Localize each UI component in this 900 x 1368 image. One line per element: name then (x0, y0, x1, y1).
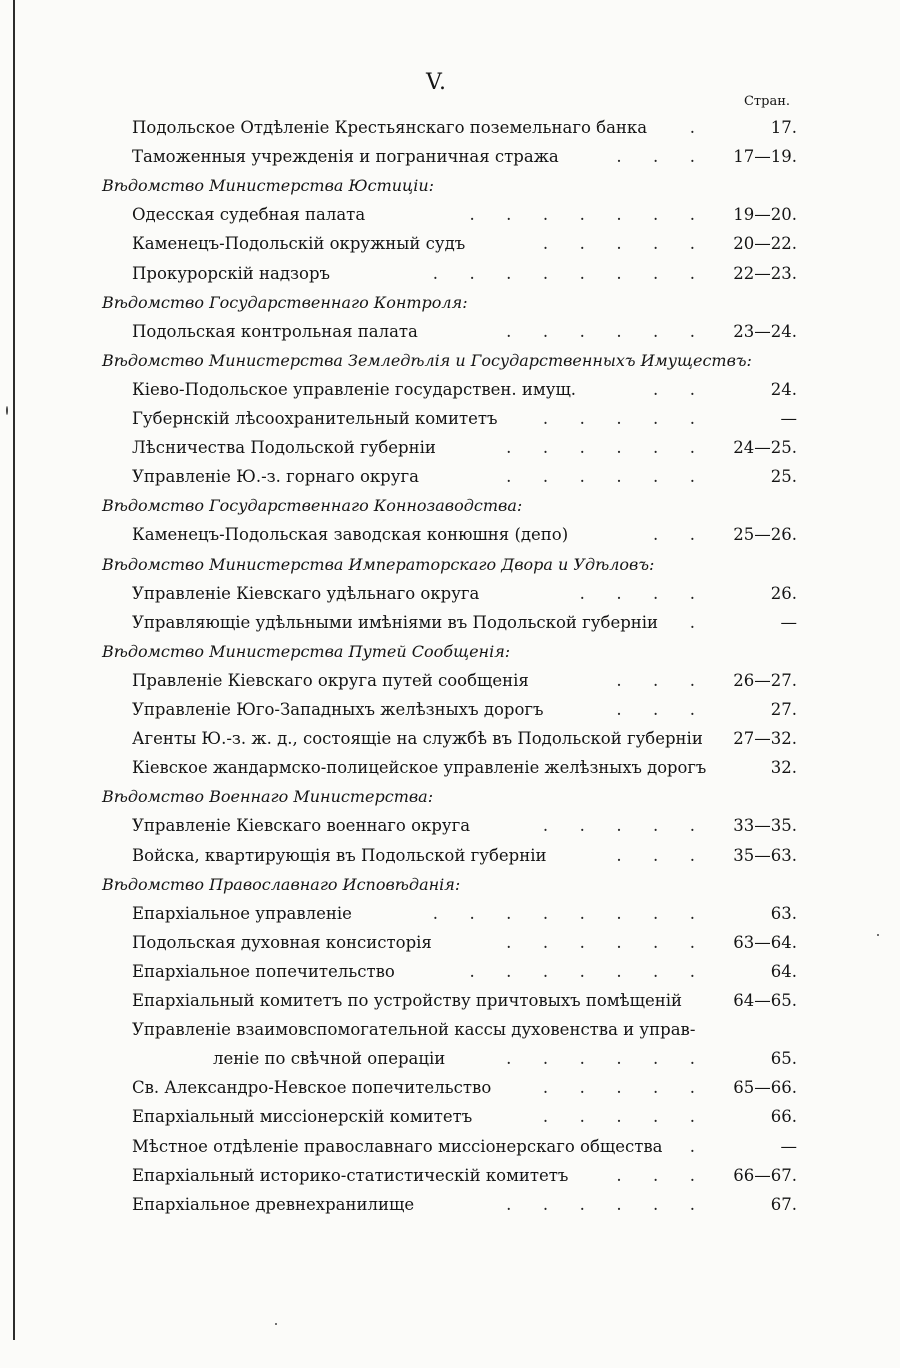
page-number: V. (426, 70, 448, 95)
toc-entry (132, 116, 800, 140)
dot-leaders: . . (653, 525, 695, 545)
entry-pages: 25—26. (733, 525, 797, 545)
entry-title: Епархіальное попечительство (132, 961, 395, 981)
toc-entry (132, 844, 800, 868)
entry-title: Лѣсничества Подольской губерніи (132, 438, 436, 458)
section-title: Вѣдомство Министерства Путей Сообщенія: (102, 641, 511, 661)
toc-section-heading (102, 494, 800, 518)
entry-pages: 64. (770, 961, 797, 981)
entry-pages: 26—27. (733, 670, 797, 690)
entry-title: Епархіальный комитетъ по устройству причтовыхъ помѣщеній (132, 991, 682, 1010)
entry-title: Агенты Ю.-з. ж. д., состоящіе на службѣ въ Подольской губерніи (132, 729, 703, 749)
dot-leaders: . . . . . (542, 816, 695, 836)
dot-leaders: . . . . (579, 583, 695, 603)
toc-entry (132, 378, 800, 402)
toc-entry (132, 698, 800, 722)
toc-entry (132, 756, 800, 780)
entry-title: Управленіе Кіевскаго удѣльнаго округа (132, 583, 480, 603)
dot-leaders: . . . . . (542, 1107, 695, 1127)
dot-leaders: . . . . . . (506, 932, 695, 952)
entry-pages: 24—25. (733, 438, 797, 458)
toc-entry (132, 203, 800, 227)
dot-leaders: . (689, 118, 695, 137)
toc-entry (132, 436, 800, 460)
section-title: Вѣдомство Министерства Земледѣлія и Государственныхъ Имуществъ: (102, 350, 752, 370)
dot-leaders: . (689, 1136, 695, 1156)
toc-entry (132, 669, 800, 693)
entry-title: Управленіе Кіевскаго военнаго округа (132, 816, 471, 836)
entry-title: Войска, квартирующія въ Подольской губерніи (132, 845, 547, 865)
toc-section-heading (102, 174, 800, 198)
entry-pages: 65. (770, 1049, 797, 1069)
entry-title: Мѣстное отдѣленіе православнаго миссіонерскаго общества (132, 1136, 663, 1156)
entry-title: Епархіальное древнехранилище (132, 1194, 415, 1214)
entry-title: Прокурорскій надзоръ (132, 263, 331, 283)
entry-pages: 32. (770, 758, 797, 778)
toc-section-heading (102, 640, 800, 664)
toc-entry (132, 989, 800, 1013)
toc-entry (132, 1135, 800, 1159)
toc-entry (132, 931, 800, 955)
toc-section-heading (102, 785, 800, 809)
toc-section-heading (102, 349, 800, 373)
entry-title: Подольская контрольная палата (132, 321, 418, 341)
entry-pages: 33—35. (733, 816, 797, 836)
entry-pages: 17. (770, 118, 797, 137)
entry-title: Св. Александро-Невское попечительство (132, 1078, 492, 1098)
entry-pages: 65—66. (733, 1078, 797, 1098)
entry-pages: 20—22. (733, 234, 797, 254)
toc-entry (132, 1105, 800, 1129)
entry-title: Одесская судебная палата (132, 205, 366, 225)
toc-entry (132, 145, 800, 169)
entry-pages: 27—32. (733, 729, 797, 749)
entry-pages: 63—64. (733, 932, 797, 952)
dot-leaders: . . . . . (542, 234, 695, 254)
entry-title: Управляющіе удѣльными имѣніями въ Подольской губерніи (132, 612, 659, 632)
entry-pages: 23—24. (733, 321, 797, 341)
dot-leaders: . . . . . . (506, 438, 695, 458)
toc-entry (132, 465, 800, 489)
toc-entry (132, 262, 800, 286)
dot-leaders: . . . (616, 700, 695, 719)
page-binding-edge (13, 0, 15, 1340)
dot-leaders: . . (653, 379, 695, 399)
dot-leaders: . . . . . . (506, 1049, 695, 1069)
entry-title: Кіевское жандармско-полицейское управленіе желѣзныхъ дорогъ (132, 758, 707, 778)
paper-speck (6, 406, 8, 415)
entry-pages: 35—63. (733, 845, 797, 865)
entry-title: Епархіальный миссіонерскій комитетъ (132, 1107, 473, 1127)
toc-entry (132, 1193, 800, 1217)
toc-entry (132, 814, 800, 838)
entry-title: Епархіальное управленіе (132, 903, 352, 923)
entry-pages: — (780, 612, 797, 632)
entry-title: Губернскій лѣсоохранительный комитетъ (132, 409, 498, 428)
section-title: Вѣдомство Министерства Юстиціи: (102, 176, 435, 196)
dot-leaders: . . . (616, 147, 695, 167)
dot-leaders: . . . . . . (506, 1194, 695, 1214)
section-title: Вѣдомство Военнаго Министерства: (102, 787, 434, 807)
entry-title: Таможенныя учрежденія и пограничная стража (132, 147, 559, 167)
toc-section-heading (102, 553, 800, 577)
entry-title: Кіево-Подольское управленіе государствен. имущ. (132, 379, 577, 399)
entry-title: Управленіе взаимовспомогательной кассы духовенства и управ- (132, 1020, 696, 1040)
entry-pages: 67. (770, 1194, 797, 1214)
entry-title: Каменецъ-Подольскій окружный судъ (132, 234, 466, 254)
entry-title: Подольская духовная консисторія (132, 932, 432, 952)
toc-entry (132, 320, 800, 344)
dot-leaders: . . . . . . . . (432, 903, 695, 923)
paper-speck (275, 1323, 277, 1325)
entry-pages: — (780, 1136, 797, 1156)
toc-entry (132, 727, 800, 751)
entry-pages: 19—20. (733, 205, 797, 225)
toc-entry (132, 960, 800, 984)
entry-pages: 63. (770, 903, 797, 923)
entry-pages: 66—67. (733, 1165, 797, 1185)
toc-entry (132, 611, 800, 635)
dot-leaders: . . . . . . (506, 467, 695, 487)
dot-leaders: . . . (616, 670, 695, 690)
toc-entry (132, 582, 800, 606)
toc-entry (132, 1018, 800, 1042)
entry-pages: 22—23. (733, 263, 797, 283)
toc-section-heading (102, 873, 800, 897)
entry-title: Правленіе Кіевскаго округа путей сообщенія (132, 670, 529, 690)
pages-column-header: Стран. (743, 94, 790, 109)
entry-title: леніе по свѣчной операціи (213, 1049, 446, 1069)
toc-entry (132, 232, 800, 256)
entry-title: Подольское Отдѣленіе Крестьянскаго поземельнаго банка (132, 118, 648, 137)
section-title: Вѣдомство Государственнаго Коннозаводства: (102, 496, 523, 516)
dot-leaders: . . . . . . . (469, 961, 695, 981)
dot-leaders: . . . . . . . (469, 205, 695, 225)
entry-pages: 17—19. (733, 147, 797, 167)
toc-entry (213, 1047, 800, 1071)
entry-pages: 24. (770, 379, 797, 399)
entry-title: Управленіе Юго-Западныхъ желѣзныхъ дорогъ (132, 700, 544, 719)
paper-speck (877, 934, 879, 936)
section-title: Вѣдомство Православнаго Исповѣданія: (102, 874, 461, 894)
toc-entry (132, 407, 800, 431)
entry-pages: 27. (770, 700, 797, 719)
entry-pages: — (780, 409, 797, 428)
entry-pages: 66. (770, 1107, 797, 1127)
entry-pages: 64—65. (733, 991, 797, 1010)
section-title: Вѣдомство Государственнаго Контроля: (102, 292, 468, 312)
entry-title: Епархіальный историко-статистическій комитетъ (132, 1165, 569, 1185)
dot-leaders: . . . . . (542, 409, 695, 428)
entry-title: Каменецъ-Подольская заводская конюшня (депо) (132, 525, 569, 545)
dot-leaders: . . . . . (542, 1078, 695, 1098)
dot-leaders: . (689, 612, 695, 632)
section-title: Вѣдомство Министерства Императорскаго Двора и Удѣловъ: (102, 554, 655, 574)
toc-entry (132, 1076, 800, 1100)
dot-leaders: . . . . . . (506, 321, 695, 341)
dot-leaders: . . . (616, 845, 695, 865)
entry-pages: 25. (770, 467, 797, 487)
entry-title: Управленіе Ю.-з. горнаго округа (132, 467, 419, 487)
toc-entry (132, 523, 800, 547)
dot-leaders: . . . (616, 1165, 695, 1185)
toc-entry (132, 902, 800, 926)
toc-entry (132, 1164, 800, 1188)
dot-leaders: . . . . . . . . (432, 263, 695, 283)
toc-section-heading (102, 291, 800, 315)
entry-pages: 26. (770, 583, 797, 603)
